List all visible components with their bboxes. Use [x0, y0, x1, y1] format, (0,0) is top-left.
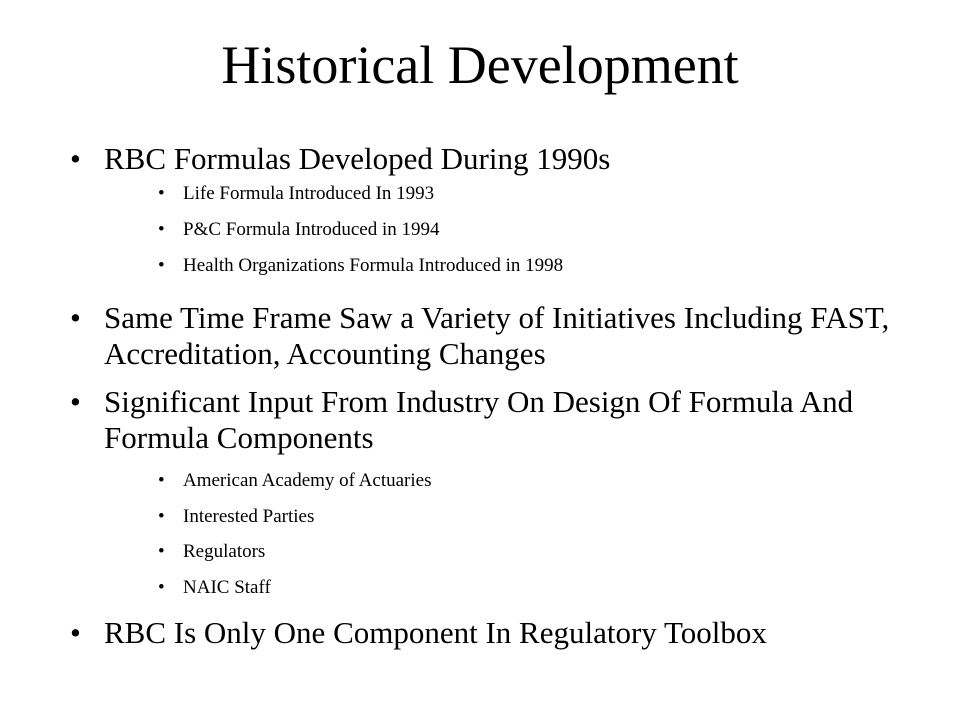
slide-title: Historical Development [221, 35, 739, 95]
sub-bullet-interested-parties [158, 505, 878, 529]
sub-bullet-naic-staff [158, 576, 878, 600]
sub-bullet-text: American Academy of Actuaries [183, 470, 432, 491]
bullet-icon: • [158, 506, 165, 527]
sub-bullet-text: Regulators [183, 541, 266, 562]
bullet-icon: • [70, 300, 81, 335]
sub-bullet-regulators [158, 540, 878, 564]
sub-bullet-pc-formula [158, 218, 878, 242]
bullet-icon: • [70, 615, 81, 650]
bullet-icon: • [158, 577, 165, 598]
bullet-icon: • [158, 183, 165, 204]
sub-bullet-text: P&C Formula Introduced in 1994 [183, 219, 440, 240]
bullet-rbc-formulas [70, 141, 920, 177]
bullet-same-time-frame [70, 300, 920, 372]
sub-bullet-life-formula [158, 182, 878, 206]
bullet-text: Significant Input From Industry On Design Of Formula And Formula Components [104, 384, 854, 455]
bullet-text: RBC Is Only One Component In Regulatory Toolbox [104, 615, 767, 650]
sub-bullet-text: NAIC Staff [183, 577, 271, 598]
bullet-rbc-toolbox [70, 615, 920, 651]
bullet-icon: • [70, 141, 81, 176]
sub-bullet-text: Interested Parties [183, 506, 315, 527]
bullet-icon: • [158, 541, 165, 562]
bullet-icon: • [158, 219, 165, 240]
bullet-icon: • [158, 470, 165, 491]
bullet-text: Same Time Frame Saw a Variety of Initiatives Including FAST, Accreditation, Accounting Changes [104, 300, 890, 371]
sub-bullet-text: Life Formula Introduced In 1993 [183, 183, 435, 204]
sub-bullet-academy [158, 469, 878, 493]
bullet-text: RBC Formulas Developed During 1990s [104, 141, 611, 176]
bullet-significant-input [70, 384, 920, 456]
bullet-icon: • [158, 255, 165, 276]
bullet-icon: • [70, 384, 81, 419]
sub-bullet-text: Health Organizations Formula Introduced in 1998 [183, 255, 564, 276]
sub-bullet-health-formula [158, 254, 878, 278]
